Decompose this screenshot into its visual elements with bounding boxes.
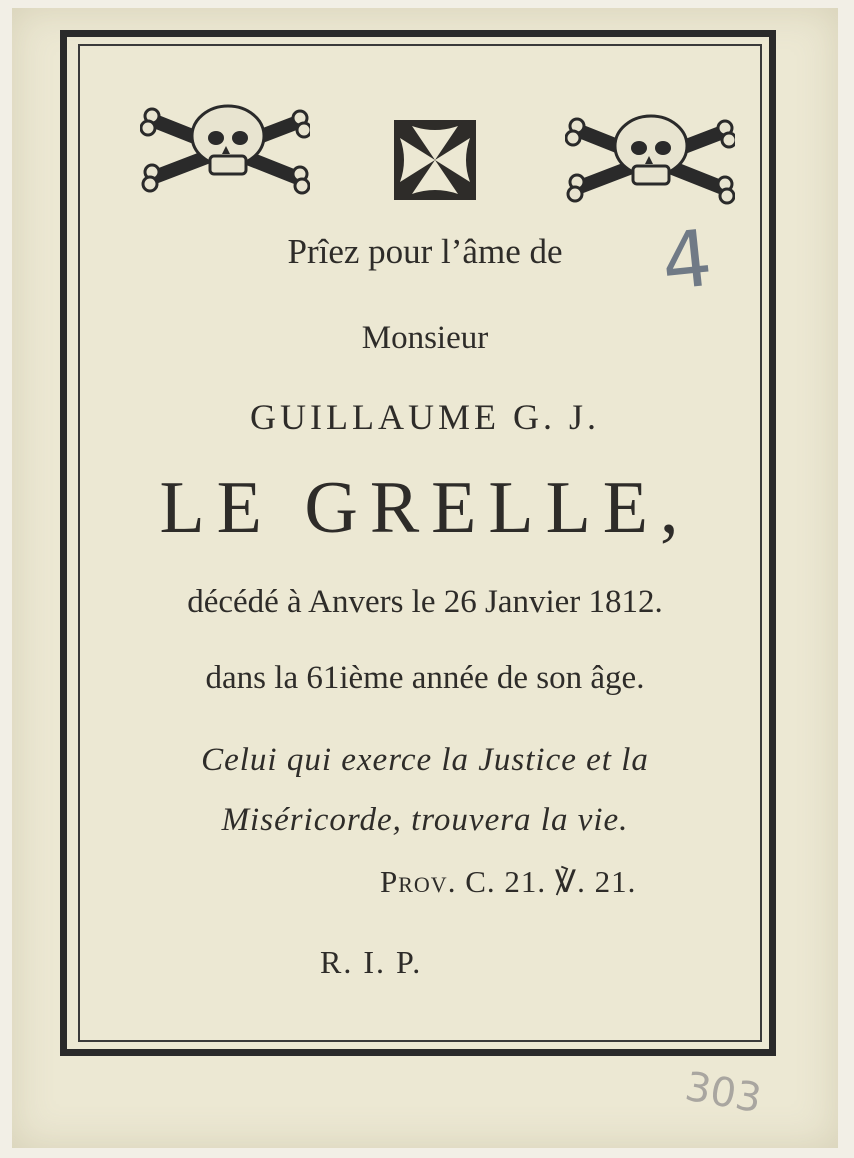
given-name: GUILLAUME G. J. [250, 397, 600, 437]
rip-text: R. I. P. [320, 944, 423, 980]
handwritten-number: 4 [657, 213, 717, 309]
honorific: Monsieur [361, 320, 489, 356]
skull-crossbones-icon [140, 100, 310, 195]
death-date-line: décédé à Anvers le 26 Janvier 1812. [187, 584, 663, 620]
stamp-number: 303 [681, 1063, 765, 1123]
quote-line-1: Celui qui exerce la Justice et la [201, 742, 649, 778]
skull-crossbones-icon [565, 110, 735, 205]
cross-pattee-icon [392, 118, 478, 202]
age-line: dans la 61ième année de son âge. [205, 660, 645, 696]
prayer-line: Prîez pour l’âme de [287, 232, 563, 271]
surname: LE GRELLE, [159, 467, 691, 549]
quote-line-2: Miséricorde, trouvera la vie. [221, 802, 629, 838]
bible-citation: Prov. C. 21. ℣. 21. [380, 864, 637, 899]
